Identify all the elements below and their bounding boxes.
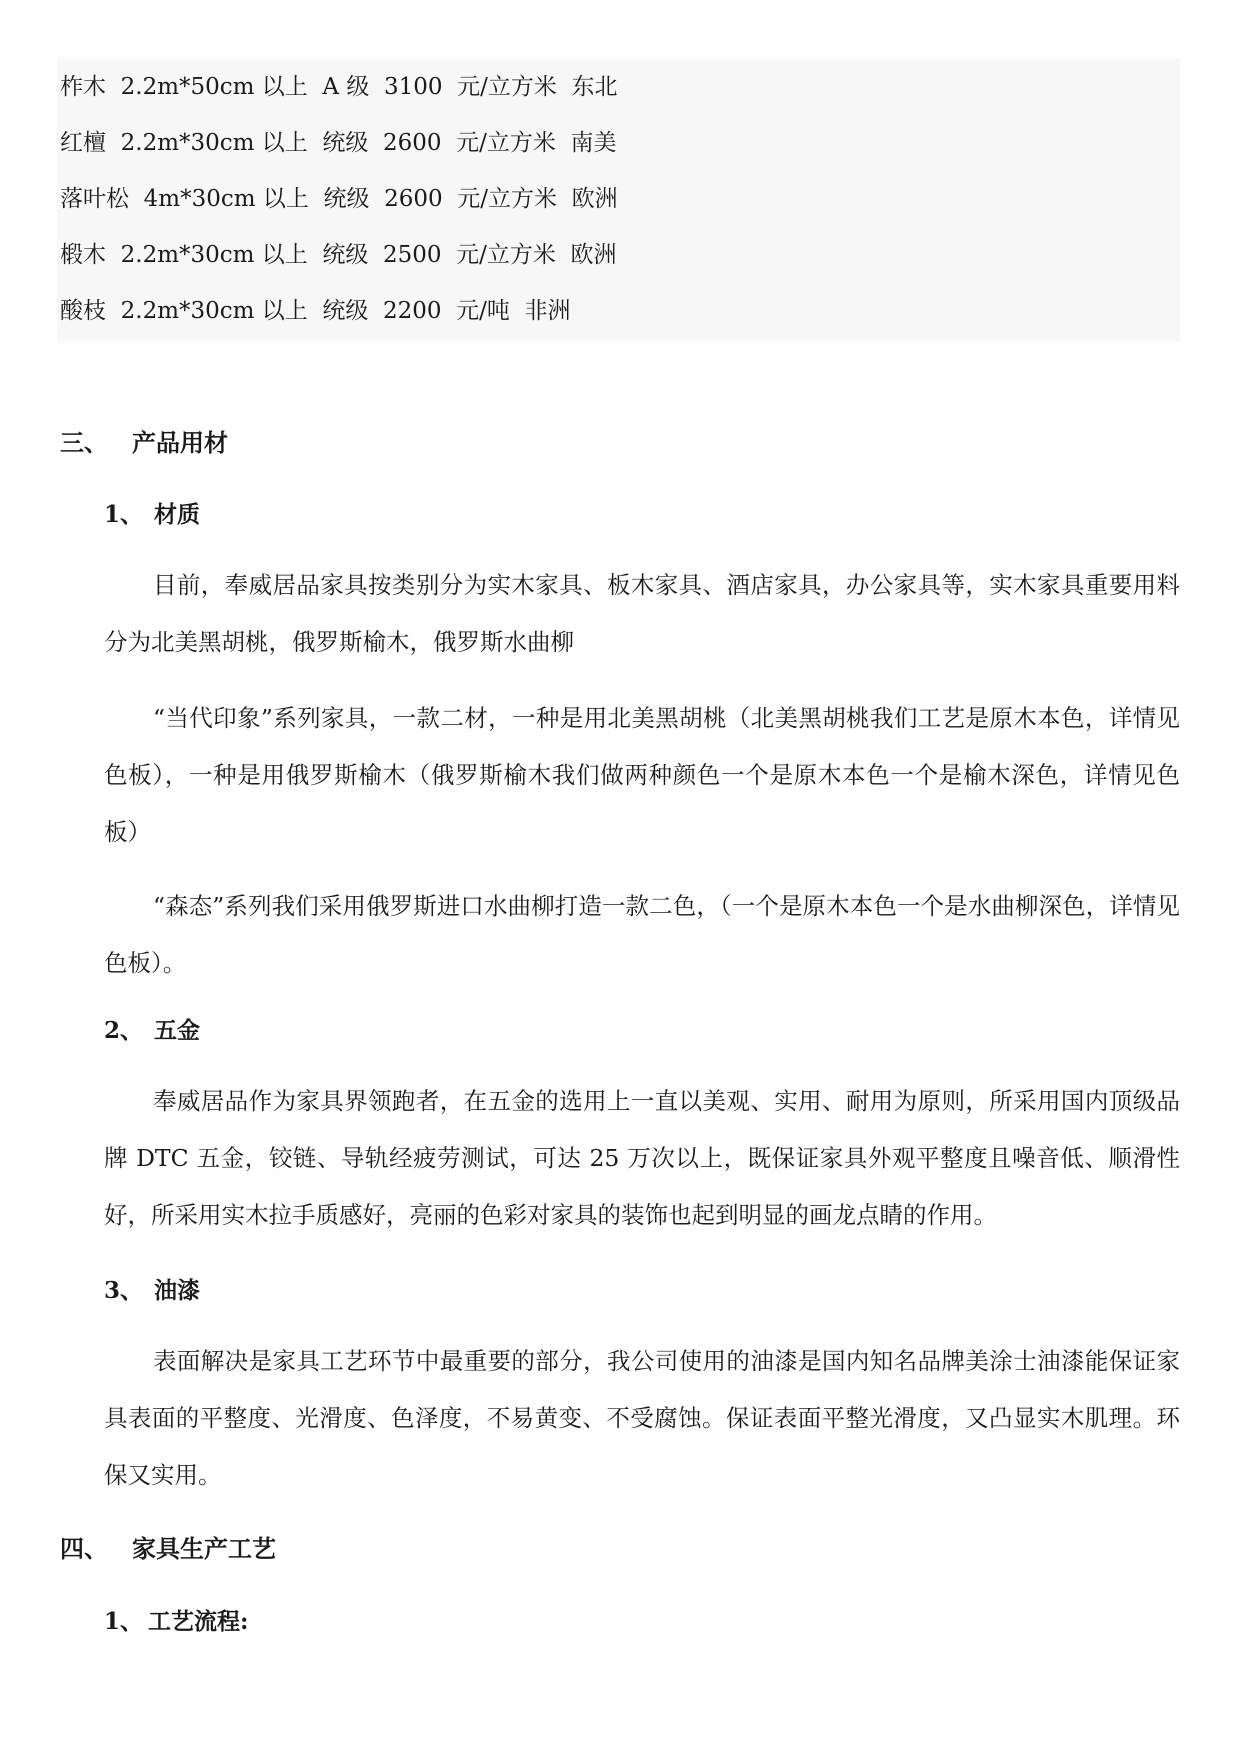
materials-paragraph-1: 目前，奉威居品家具按类别分为实木家具、板木家具、酒店家具，办公家具等，实木家具重要用料分为北美黑胡桃，俄罗斯榆木，俄罗斯水曲柳 [104, 571, 1180, 656]
section-3-title: 产品用材 [132, 428, 228, 457]
subsection-4-1-number: 1、 [104, 1608, 144, 1635]
paint-paragraph: 表面解决是家具工艺环节中最重要的部分，我公司使用的油漆是国内知名品牌美涂士油漆能保证家具表面的平整度、光滑度、色泽度，不易黄变、不受腐蚀。保证表面平整光滑度，又凸显实木肌理。环保又实用。 [104, 1347, 1180, 1489]
subsection-4-1-title: 工艺流程: [148, 1608, 249, 1635]
subsection-3-1-heading [104, 500, 200, 530]
price-row-hongtan: 红檀 2.2m*30cm 以上 统级 2600 元/立方米 南美 [60, 130, 617, 156]
price-row-duanmu: 椴木 2.2m*30cm 以上 统级 2500 元/立方米 欧洲 [60, 242, 617, 268]
subsection-3-1-number: 1、 [104, 501, 144, 528]
price-row-zuomu: 柞木 2.2m*50cm 以上 A 级 3100 元/立方米 东北 [60, 74, 618, 100]
subsection-3-1-title: 材质 [154, 501, 200, 528]
hardware-paragraph: 奉威居品作为家具界领跑者，在五金的选用上一直以美观、实用、耐用为原则，所采用国内顶级品牌 DTC 五金，铰链、导轨经疲劳测试，可达 25 万次以上，既保证家具外观平整度且噪音低、顺滑性好，所采用实木拉手质感好，亮丽的色彩对家具的装饰也起到明显的画龙点睛的作用。 [104, 1087, 1180, 1229]
subsection-3-2-heading [104, 1016, 200, 1046]
subsection-3-2-title: 五金 [154, 1017, 200, 1044]
section-4-title: 家具生产工艺 [132, 1534, 276, 1563]
section-4-number: 四、 [60, 1534, 108, 1563]
subsection-3-2-number: 2、 [104, 1017, 144, 1044]
section-3-heading [60, 428, 228, 458]
materials-paragraph-3: “森态”系列我们采用俄罗斯进口水曲柳打造一款二色，（一个是原木本色一个是水曲柳深色，详情见色板）。 [104, 892, 1180, 977]
subsection-3-3-title: 油漆 [154, 1277, 200, 1304]
price-row-luoyesong: 落叶松 4m*30cm 以上 统级 2600 元/立方米 欧洲 [60, 186, 618, 212]
subsection-3-3-number: 3、 [104, 1277, 144, 1304]
section-4-heading [60, 1534, 276, 1564]
section-3-number: 三、 [60, 428, 108, 457]
subsection-4-1-heading [104, 1607, 249, 1637]
subsection-3-3-heading [104, 1276, 200, 1306]
materials-paragraph-2: “当代印象”系列家具，一款二材，一种是用北美黑胡桃（北美黑胡桃我们工艺是原木本色，详情见色板），一种是用俄罗斯榆木（俄罗斯榆木我们做两种颜色一个是原木本色一个是榆木深色，详情见色板） [104, 704, 1180, 846]
price-row-suanzhi: 酸枝 2.2m*30cm 以上 统级 2200 元/吨 非洲 [60, 298, 571, 324]
